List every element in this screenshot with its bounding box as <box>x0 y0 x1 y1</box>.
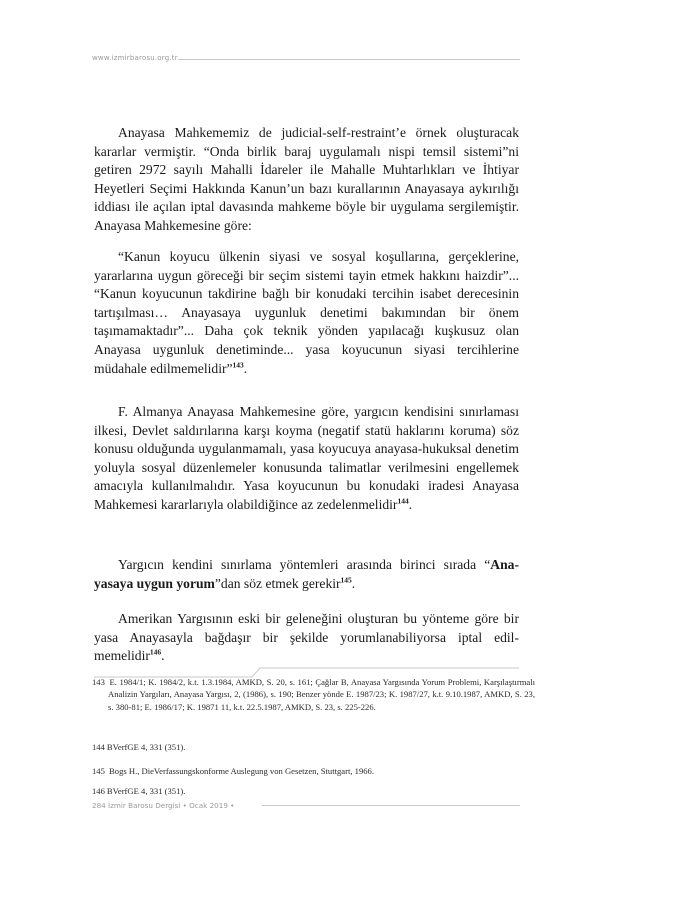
paragraph-3: F. Almanya Anayasa Mahkemesine göre, yargıcın kendisini sınırlaması ilkesi, Devlet saldırılarına karşı koyma (negatif statü haklarını koruma) söz konusu olduğunda uygulanmamalı, yasa koyucuya anayasa-hukuksal denetim yoluyla sosyal düzenlemeler konusunda talimatlar verilmesini engellemek amacıyla kullanılmalıdır. Yasa koyucunun bu konudaki iradesi Anayasa Mahkemesi kararlarıyla olabildiğince az zedelenmelidir$^{144}$. <box>94 404 519 512</box>
paragraph-4: Yargıcın kendini sınırlama yöntemleri arasında birinci sırada “Anayasaya uygun yorum”dan söz etmek gerekir$^{145}$. <box>94 557 519 591</box>
footnote-ref-146: 146 <box>149 647 162 657</box>
footnote-number: 143 <box>92 677 105 687</box>
paragraph-1-text: Anayasa Mahkememiz de judicial-self-restraint’e örnek oluşturacak kararlar vermiştir. “Onda birlik baraj uygulamalı nispi temsil sistemi”ni getiren 2972 sayılı Mahalli İdareler ile Mahalle Muhtarlıkları ve İhtiyar Heyetleri Seçimi Hakkında Kanun’un bazı kurallarının Anayasaya aykırılığı iddiası ile açılan iptal davasında mahkeme böyle bir uygulama sergilemiştir. Anayasa Mahkemesine göre: <box>94 125 519 233</box>
paragraph-4-bold-term: Anayasaya uygun yorum <box>94 557 519 591</box>
footnote-number: 144 <box>92 742 105 752</box>
footnote-144 <box>92 741 519 753</box>
paragraph-4-text-after: ”dan söz etmek gerekir <box>214 575 341 591</box>
footnote-text: Bogs H., DieVerfassungskonforme Auslegung von Gesetzen, Stuttgart, 1966. <box>109 766 374 776</box>
footnote-ref-143: 143 <box>232 360 244 370</box>
paragraph-3-text: F. Almanya Anayasa Mahkemesine göre, yargıcın kendisini sınırlaması ilkesi, Devlet saldırılarına karşı koyma (negatif statü haklarını koruma) söz konusu olduğunda uygulanmamalı, yasa koyucuya anayasa-hukuksal denetim yoluyla sosyal düzenlemeler konusunda talimatlar verilmesini engellemek amacıyla kullanılmalıdır. Yasa koyucunun bu konudaki iradesi Anayasa Mahkemesi kararlarıyla olabildiğince az zedelenmelidir <box>94 404 519 512</box>
footnote-ref-144: 144 <box>397 496 409 506</box>
paragraph-5-text: Amerikan Yargısının eski bir geleneğini oluşturan bu yönteme göre bir yasa Anayasayla bağdaşır bir şekilde yorumlanabiliyorsa iptal edilmemelidir <box>94 611 519 664</box>
footnote-ref-145: 145 <box>340 575 352 585</box>
header-rule <box>178 59 520 60</box>
footnote-146 <box>92 785 519 797</box>
footnote-text: BVerfGE 4, 331 (351). <box>106 786 186 796</box>
footer-rule <box>262 805 520 806</box>
footnote-number: 145 <box>92 766 105 776</box>
paragraph-2: “Kanun koyucu ülkenin siyasi ve sosyal koşullarına, gerçeklerine, yararlarına uygun göreceği bir seçim sistemi tayin etmek hakkını haizdir”... “Kanun koyucunun takdirine bağlı bir konudaki tercihin isabet derecesinin tartışılması… Anayasaya uygunluk denetimi bakımından bir önem taşımamaktadır”... Daha çok teknik yönden yapılacağı kuşkusuz olan Anayasa uygunluk denetiminde... yasa koyucunun siyasi tercihlerine müdahale edilmemelidir”$^{143}$. <box>94 249 519 376</box>
footnote-text: E. 1984/1; K. 1984/2, k.t. 1.3.1984, AMKD, S. 20, s. 161; Çağlar B, Anayasa Yargısında Yorum Problemi, Karşılaştırmalı Analizin Yargıları, Anayasa Yargısı, 2, (1986), s. 190; Benzer yönde E. 1987/23; K. 1987/27, k.t. 9.10.1987, AMKD, S. 23, s. 380-81; E. 1986/17; K. 19871 11, k.t. 22.5.1987, AMKD, S. 23, s. 225-226. <box>108 677 535 712</box>
paragraph-4-text-before: Yargıcın kendini sınırlama yöntemleri arasında birinci sırada “ <box>118 557 491 572</box>
paragraph-5: Amerikan Yargısının eski bir geleneğini oluşturan bu yönteme göre bir yasa Anayasayla bağdaşır bir şekilde yorumlanabiliyorsa iptal edilmemelidir$^{146}$. <box>94 611 519 664</box>
page-footer: 284 İzmir Barosu Dergisi • Ocak 2019 • <box>92 801 235 810</box>
footnote-number: 146 <box>92 786 105 796</box>
footnote-145 <box>92 765 519 777</box>
footnote-143 <box>92 676 535 713</box>
header-url: www.izmirbarosu.org.tr <box>92 54 178 62</box>
paragraph-2-text: “Kanun koyucu ülkenin siyasi ve sosyal koşullarına, gerçeklerine, yararlarına uygun göreceği bir seçim sistemi tayin etmek hakkını haizdir”... “Kanun koyucunun takdirine bağlı bir konudaki tercihin isabet derecesinin tartışılması… Anayasaya uygunluk denetimi bakımından bir önem taşımamaktadır”... Daha çok teknik yönden yapılacağı kuşkusuz olan Anayasa uygunluk denetiminde... yasa koyucunun siyasi tercihlerine müdahale edilmemelidir” <box>94 249 519 376</box>
footnote-text: BVerfGE 4, 331 (351). <box>106 742 186 752</box>
paragraph-1 <box>94 124 519 236</box>
